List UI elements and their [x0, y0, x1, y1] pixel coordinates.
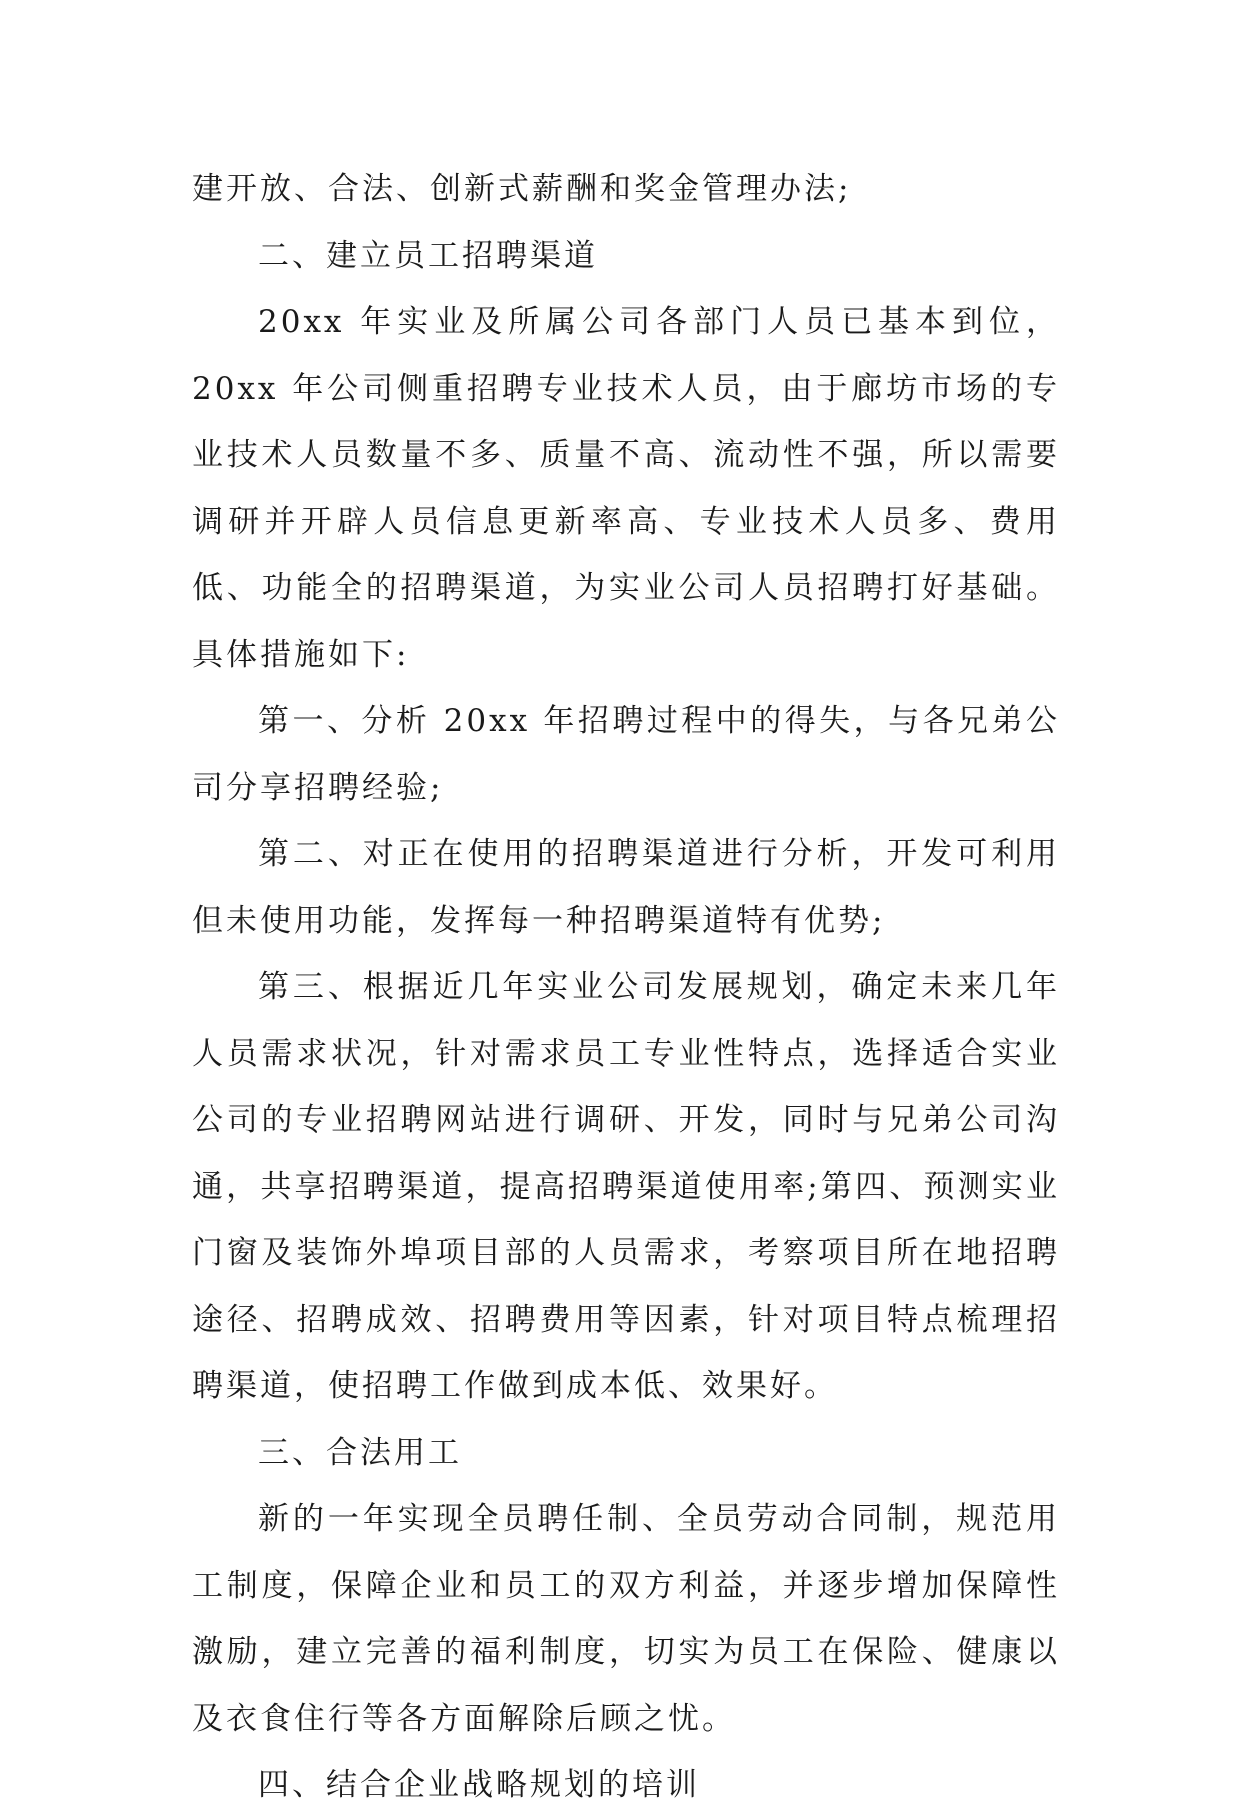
document-body [192, 156, 1060, 1819]
paragraph-measure-one: 第一、分析 20xx 年招聘过程中的得失，与各兄弟公司分享招聘经验; [192, 703, 1060, 806]
paragraph-continuation: 建开放、合法、创新式薪酬和奖金管理办法; [192, 171, 852, 207]
paragraph-legal-employment: 新的一年实现全员聘任制、全员劳动合同制，规范用工制度，保障企业和员工的双方利益，并逐步增加保障性激励，建立完善的福利制度，切实为员工在保险、健康以及衣食住行等各方面解除后顾之忧。 [192, 1501, 1060, 1737]
paragraph-measure-two: 第二、对正在使用的招聘渠道进行分析，开发可利用但未使用功能，发挥每一种招聘渠道特有优势; [192, 836, 1060, 939]
paragraph-recruitment-overview: 20xx 年实业及所属公司各部门人员已基本到位，20xx 年公司侧重招聘专业技术人员，由于廊坊市场的专业技术人员数量不多、质量不高、流动性不强，所以需要调研并开辟人员信息更新率高、专业技术人员多、费用低、功能全的招聘渠道，为实业公司人员招聘打好基础。具体措施如下: [192, 304, 1060, 673]
paragraph-measure-three-four: 第三、根据近几年实业公司发展规划，确定未来几年人员需求状况，针对需求员工专业性特点，选择适合实业公司的专业招聘网站进行调研、开发，同时与兄弟公司沟通，共享招聘渠道，提高招聘渠道使用率;第四、预测实业门窗及装饰外埠项目部的人员需求，考察项目所在地招聘途径、招聘成效、招聘费用等因素，针对项目特点梳理招聘渠道，使招聘工作做到成本低、效果好。 [192, 969, 1060, 1404]
section-heading-recruitment-channels: 二、建立员工招聘渠道 [258, 237, 598, 274]
section-heading-legal-employment: 三、合法用工 [258, 1434, 462, 1471]
section-heading-training: 四、结合企业战略规划的培训 [258, 1767, 700, 1803]
